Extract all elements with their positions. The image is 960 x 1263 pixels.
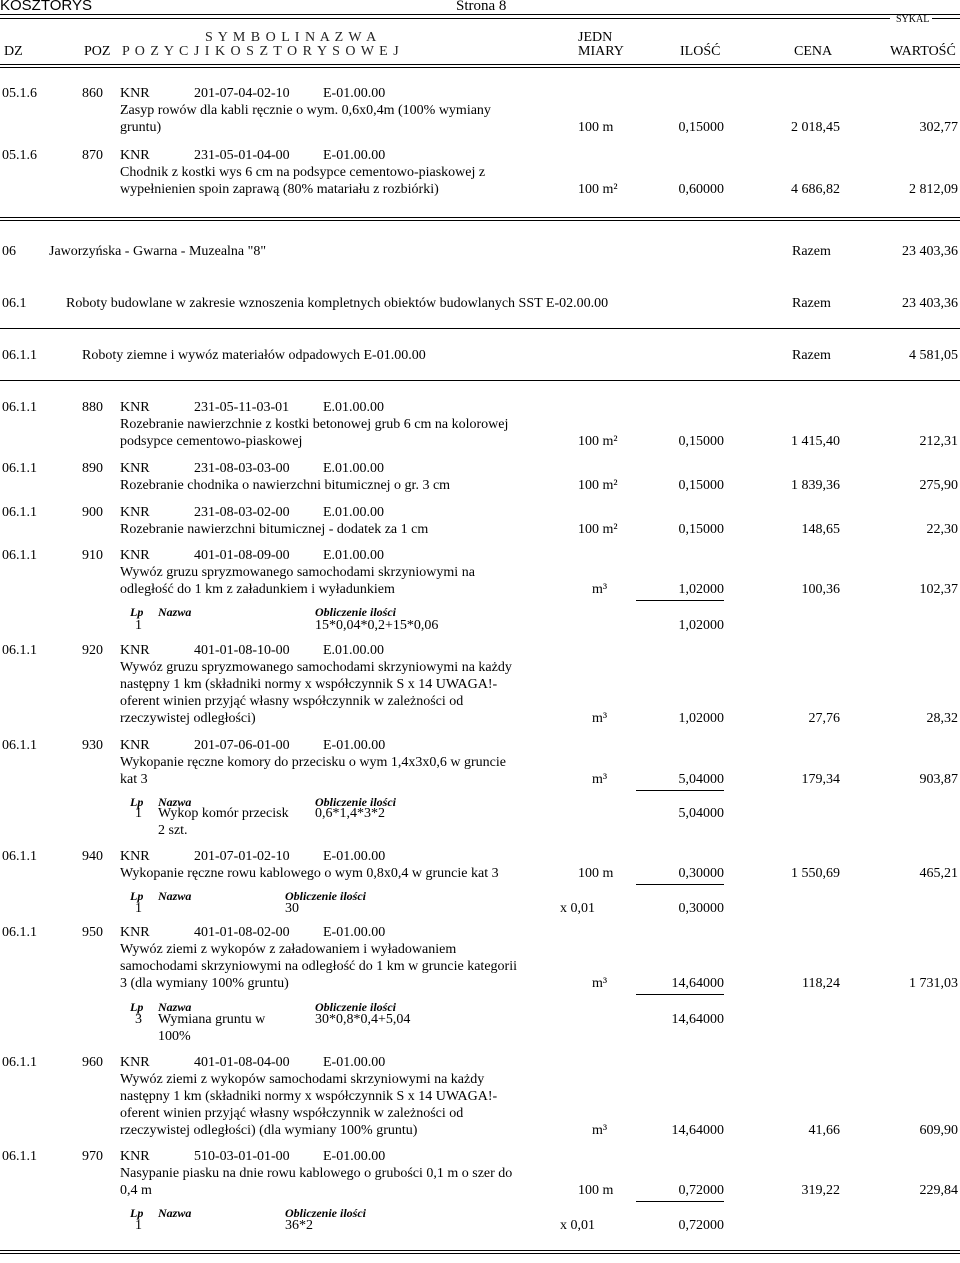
item-poz: 880 xyxy=(82,400,103,415)
item-poz: 930 xyxy=(82,738,103,753)
item-value: 903,87 xyxy=(919,772,958,787)
section-rule xyxy=(0,217,960,221)
section-razem-label: Razem xyxy=(792,348,831,363)
item-desc-line: następny 1 km (składniki normy x współczynnik S x 14 UWAGA!- xyxy=(120,1089,498,1104)
program-label: SYKAL xyxy=(896,14,930,25)
calc-head-obliczenie: Obliczenie ilości xyxy=(285,889,366,903)
item-desc-line: Rozebranie nawierzchnie z kostki betonowej grub 6 cm na kolorowej xyxy=(120,417,509,432)
calc-head-lp: Lp xyxy=(130,795,144,809)
col-poz: POZ xyxy=(84,44,111,59)
item-qty: 14,64000 xyxy=(671,1123,724,1138)
calc-lp: 1 xyxy=(135,901,142,916)
qty-underline xyxy=(636,600,724,601)
item-qty: 14,64000 xyxy=(671,976,724,991)
item-price: 118,24 xyxy=(802,976,840,991)
item-source: KNR xyxy=(120,400,150,415)
item-desc-line: podsypce cementowo-piaskowej xyxy=(120,434,303,449)
calc-head-nazwa: Nazwa xyxy=(158,889,192,903)
item-dz: 06.1.1 xyxy=(2,849,37,864)
item-code: 231-05-01-04-00 xyxy=(194,148,290,163)
item-spec: E.01.00.00 xyxy=(323,548,385,563)
item-desc-line: Wywóz ziemi z wykopów samochodami skrzyniowymi na każdy xyxy=(120,1072,485,1087)
doc-title: KOSZTORYS xyxy=(0,0,92,14)
item-qty: 0,30000 xyxy=(678,866,724,881)
item-spec: E.01.00.00 xyxy=(323,400,385,415)
calc-head-lp: Lp xyxy=(130,889,144,903)
item-price: 148,65 xyxy=(801,522,840,537)
item-code: 231-08-03-02-00 xyxy=(194,505,290,520)
item-unit: 100 m² xyxy=(578,434,618,449)
page-number: Strona 8 xyxy=(456,0,507,14)
item-desc-line: 0,4 m xyxy=(120,1183,152,1198)
calc-formula: 15*0,04*0,2+15*0,06 xyxy=(315,618,439,633)
item-dz: 06.1.1 xyxy=(2,400,37,415)
calc-result: 1,02000 xyxy=(678,618,724,633)
col-cena: CENA xyxy=(794,44,833,59)
calc-multiplier: x 0,01 xyxy=(560,1218,595,1233)
item-spec: E-01.00.00 xyxy=(323,849,386,864)
item-dz: 06.1.1 xyxy=(2,738,37,753)
item-unit: m³ xyxy=(592,772,608,787)
item-poz: 950 xyxy=(82,925,103,940)
section-rule xyxy=(0,380,960,381)
item-code: 201-07-06-01-00 xyxy=(194,738,290,753)
col-pozycji: P O Z Y C J I K O S Z T O R Y S O W E J xyxy=(122,44,400,59)
item-desc-line: rzeczywistej odległości) xyxy=(120,711,256,726)
item-poz: 860 xyxy=(82,86,103,101)
calc-name: 2 szt. xyxy=(158,823,188,838)
item-desc-line: kat 3 xyxy=(120,772,148,787)
item-spec: E.01.00.00 xyxy=(323,505,385,520)
item-code: 510-03-01-01-00 xyxy=(194,1149,290,1164)
item-poz: 890 xyxy=(82,461,103,476)
item-spec: E.01.00.00 xyxy=(323,461,385,476)
item-value: 1 731,03 xyxy=(909,976,958,991)
item-source: KNR xyxy=(120,925,150,940)
calc-head-nazwa: Nazwa xyxy=(158,1206,192,1220)
qty-underline xyxy=(636,1201,724,1202)
col-miary: MIARY xyxy=(578,44,624,59)
item-qty: 0,15000 xyxy=(678,522,724,537)
qty-underline xyxy=(636,790,724,791)
item-value: 302,77 xyxy=(919,120,958,135)
calc-head-obliczenie: Obliczenie ilości xyxy=(315,1000,396,1014)
section-total: 23 403,36 xyxy=(902,296,958,311)
item-dz: 06.1.1 xyxy=(2,1149,37,1164)
item-price: 179,34 xyxy=(801,772,840,787)
item-desc-line: Zasyp rowów dla kabli ręcznie o wym. 0,6x0,4m (100% wymiany xyxy=(120,103,491,118)
section-name: Roboty ziemne i wywóz materiałów odpadowych E-01.00.00 xyxy=(82,348,426,363)
calc-head-lp: Lp xyxy=(130,1000,144,1014)
item-spec: E.01.00.00 xyxy=(323,643,385,658)
item-unit: m³ xyxy=(592,976,608,991)
item-qty: 1,02000 xyxy=(678,711,724,726)
item-source: KNR xyxy=(120,86,150,101)
item-value: 212,31 xyxy=(919,434,958,449)
col-wartosc: WARTOŚĆ xyxy=(890,44,956,59)
calc-head-obliczenie: Obliczenie ilości xyxy=(315,795,396,809)
item-price: 27,76 xyxy=(808,711,840,726)
calc-result: 0,30000 xyxy=(678,901,724,916)
calc-formula: 0,6*1,4*3*2 xyxy=(315,806,385,821)
item-price: 2 018,45 xyxy=(791,120,840,135)
item-value: 609,90 xyxy=(919,1123,958,1138)
item-poz: 920 xyxy=(82,643,103,658)
item-price: 100,36 xyxy=(801,582,840,597)
section-name: Jaworzyńska - Gwarna - Muzealna "8" xyxy=(49,244,267,259)
item-desc-line: rzeczywistej odległości) (dla wymiany 100% gruntu) xyxy=(120,1123,418,1138)
item-code: 201-07-01-02-10 xyxy=(194,849,290,864)
section-razem-label: Razem xyxy=(792,296,831,311)
item-qty: 0,60000 xyxy=(678,182,724,197)
item-source: KNR xyxy=(120,1055,150,1070)
item-code: 401-01-08-10-00 xyxy=(194,643,290,658)
item-value: 102,37 xyxy=(919,582,958,597)
item-spec: E-01.00.00 xyxy=(323,1149,386,1164)
item-value: 28,32 xyxy=(926,711,958,726)
header-top-rule xyxy=(0,14,960,15)
item-value: 2 812,09 xyxy=(909,182,958,197)
item-value: 465,21 xyxy=(919,866,958,881)
section-total: 23 403,36 xyxy=(902,244,958,259)
item-spec: E-01.00.00 xyxy=(323,738,386,753)
calc-formula: 30*0,8*0,4+5,04 xyxy=(315,1012,411,1027)
col-jedn: JEDN xyxy=(578,30,613,45)
item-source: KNR xyxy=(120,738,150,753)
calc-lp: 1 xyxy=(135,806,142,821)
item-value: 275,90 xyxy=(919,478,958,493)
item-code: 401-01-08-09-00 xyxy=(194,548,290,563)
item-poz: 910 xyxy=(82,548,103,563)
item-source: KNR xyxy=(120,548,150,563)
item-qty: 0,72000 xyxy=(678,1183,724,1198)
item-dz: 06.1.1 xyxy=(2,548,37,563)
section-number: 06.1 xyxy=(2,296,27,311)
calc-head-lp: Lp xyxy=(130,1206,144,1220)
section-total: 4 581,05 xyxy=(909,348,958,363)
item-dz: 06.1.1 xyxy=(2,461,37,476)
item-value: 22,30 xyxy=(926,522,958,537)
section-number: 06.1.1 xyxy=(2,348,37,363)
item-desc-line: Rozebranie chodnika o nawierzchni bitumicznej o gr. 3 cm xyxy=(120,478,451,493)
section-rule xyxy=(0,328,960,329)
item-dz: 06.1.1 xyxy=(2,505,37,520)
section-name: Roboty budowlane w zakresie wznoszenia kompletnych obiektów budowlanych SST E-02.00.00 xyxy=(66,296,609,311)
item-qty: 0,15000 xyxy=(678,434,724,449)
item-unit: 100 m xyxy=(578,1183,614,1198)
item-unit: 100 m² xyxy=(578,182,618,197)
calc-name: 100% xyxy=(158,1029,191,1044)
item-dz: 06.1.1 xyxy=(2,925,37,940)
item-dz: 06.1.1 xyxy=(2,643,37,658)
item-poz: 900 xyxy=(82,505,103,520)
item-unit: m³ xyxy=(592,711,608,726)
item-dz: 06.1.1 xyxy=(2,1055,37,1070)
item-price: 41,66 xyxy=(808,1123,840,1138)
item-code: 231-08-03-03-00 xyxy=(194,461,290,476)
header-bottom-rule xyxy=(0,64,960,68)
calc-lp: 3 xyxy=(135,1012,142,1027)
item-source: KNR xyxy=(120,849,150,864)
item-dz: 05.1.6 xyxy=(2,148,37,163)
page-bottom-rule xyxy=(0,1250,960,1254)
calc-head-lp: Lp xyxy=(130,605,144,619)
item-code: 231-05-11-03-01 xyxy=(194,400,290,415)
item-spec: E-01.00.00 xyxy=(323,148,386,163)
item-poz: 870 xyxy=(82,148,103,163)
item-unit: 100 m xyxy=(578,120,614,135)
col-dz: DZ xyxy=(4,44,23,59)
item-desc-line: oferent winien przyjąć własny współczynnik w zależności od xyxy=(120,694,464,709)
item-price: 4 686,82 xyxy=(791,182,840,197)
item-unit: m³ xyxy=(592,582,608,597)
header-top-rule-3 xyxy=(932,18,960,19)
item-desc-line: Nasypanie piasku na dnie rowu kablowego o grubości 0,1 m o szer do xyxy=(120,1166,513,1181)
calc-head-nazwa: Nazwa xyxy=(158,795,192,809)
col-symbol: S Y M B O L I N A Z W A xyxy=(205,30,378,45)
item-qty: 5,04000 xyxy=(678,772,724,787)
qty-underline xyxy=(636,884,724,885)
calc-result: 0,72000 xyxy=(678,1218,724,1233)
item-source: KNR xyxy=(120,1149,150,1164)
item-spec: E-01.00.00 xyxy=(323,86,386,101)
item-unit: 100 m² xyxy=(578,522,618,537)
item-code: 201-07-04-02-10 xyxy=(194,86,290,101)
calc-head-obliczenie: Obliczenie ilości xyxy=(315,605,396,619)
calc-head-nazwa: Nazwa xyxy=(158,605,192,619)
header-top-rule-2 xyxy=(0,18,890,19)
item-desc-line: Wywóz gruzu spryzmowanego samochodami skrzyniowymi na xyxy=(120,565,475,580)
item-desc-line: 3 (dla wymiany 100% gruntu) xyxy=(120,976,289,991)
item-unit: 100 m² xyxy=(578,478,618,493)
item-desc-line: Wywóz gruzu spryzmowanego samochodami skrzyniowymi na każdy xyxy=(120,660,512,675)
item-unit: m³ xyxy=(592,1123,608,1138)
calc-head-nazwa: Nazwa xyxy=(158,1000,192,1014)
item-spec: E-01.00.00 xyxy=(323,925,386,940)
calc-formula: 36*2 xyxy=(285,1218,313,1233)
calc-multiplier: x 0,01 xyxy=(560,901,595,916)
item-source: KNR xyxy=(120,643,150,658)
item-qty: 0,15000 xyxy=(678,478,724,493)
item-desc-line: Wykopanie ręczne komory do przecisku o wym 1,4x3x0,6 w gruncie xyxy=(120,755,506,770)
item-price: 1 839,36 xyxy=(791,478,840,493)
item-source: KNR xyxy=(120,461,150,476)
qty-underline xyxy=(636,994,724,995)
calc-result: 14,64000 xyxy=(671,1012,724,1027)
item-value: 229,84 xyxy=(919,1183,958,1198)
item-poz: 960 xyxy=(82,1055,103,1070)
item-poz: 940 xyxy=(82,849,103,864)
item-price: 1 550,69 xyxy=(791,866,840,881)
item-code: 401-01-08-04-00 xyxy=(194,1055,290,1070)
calc-name: Wymiana gruntu w xyxy=(158,1012,266,1027)
item-desc-line: oferent winien przyjąć własny współczynnik w zależności od xyxy=(120,1106,464,1121)
item-desc-line: odległość do 1 km z załadunkiem i wyładunkiem xyxy=(120,582,395,597)
calc-lp: 1 xyxy=(135,1218,142,1233)
item-qty: 1,02000 xyxy=(678,582,724,597)
calc-lp: 1 xyxy=(135,618,142,633)
calc-name: Wykop komór przecisk xyxy=(158,806,289,821)
item-desc-line: Wywóz ziemi z wykopów z załadowaniem i wyładowaniem xyxy=(120,942,457,957)
item-qty: 0,15000 xyxy=(678,120,724,135)
item-dz: 05.1.6 xyxy=(2,86,37,101)
item-unit: 100 m xyxy=(578,866,614,881)
item-desc-line: Rozebranie nawierzchni bitumicznej - dodatek za 1 cm xyxy=(120,522,429,537)
item-desc-line: następny 1 km (składniki normy x współczynnik S x 14 UWAGA!- xyxy=(120,677,498,692)
section-razem-label: Razem xyxy=(792,244,831,259)
item-source: KNR xyxy=(120,148,150,163)
item-desc-line: samochodami skrzyniowymi na odległość do 1 km w gruncie kategorii xyxy=(120,959,517,974)
item-desc-line: Wykopanie ręczne rowu kablowego o wym 0,8x0,4 w gruncie kat 3 xyxy=(120,866,499,881)
item-price: 1 415,40 xyxy=(791,434,840,449)
item-price: 319,22 xyxy=(801,1183,840,1198)
calc-formula: 30 xyxy=(285,901,299,916)
calc-head-obliczenie: Obliczenie ilości xyxy=(285,1206,366,1220)
item-desc-line: wypełnienien spoin zaprawą (80% matariału z rozbiórki) xyxy=(120,182,439,197)
item-spec: E-01.00.00 xyxy=(323,1055,386,1070)
calc-result: 5,04000 xyxy=(678,806,724,821)
item-desc-line: Chodnik z kostki wys 6 cm na podsypce cementowo-piaskowej z xyxy=(120,165,486,180)
col-ilosc: ILOŚĆ xyxy=(680,44,721,59)
section-number: 06 xyxy=(2,244,16,259)
item-desc-line: gruntu) xyxy=(120,120,162,135)
item-code: 401-01-08-02-00 xyxy=(194,925,290,940)
item-source: KNR xyxy=(120,505,150,520)
item-poz: 970 xyxy=(82,1149,103,1164)
